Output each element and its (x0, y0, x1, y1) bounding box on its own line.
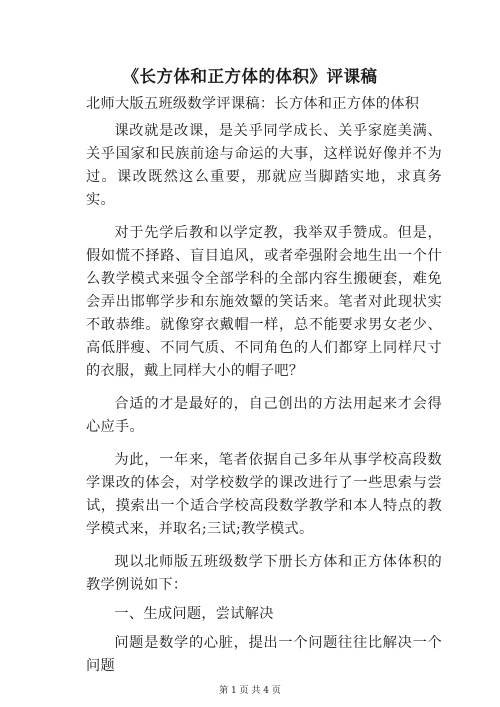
paragraph: 合适的才是最好的，自己创出的方法用起来才会得心应手。 (86, 396, 442, 435)
paragraph: 对于先学后教和以学定教，我举双手赞成。但是，假如慌不择路、盲目追风，或者牵强附会地生出一个什么教学模式来强令全部学科的全部内容生搬硬套，难免会弄出邯郸学步和东施效颦的笑话来。笔者对此现状实不敢恭维。就像穿衣戴帽一样，总不能要求男女老少、高低胖瘦、不同气质、不同角色的人们都穿上同样尺寸的衣服，戴上同样大小的帽子吧？ (86, 225, 442, 379)
document-body (86, 93, 442, 688)
page-footer: 第 1 页 共 4 页 (219, 686, 281, 696)
paragraph: 为此，一年来，笔者依据自己多年从事学校高段数学课改的体会，对学校数学的课改进行了一些思索与尝试，摸索出一个适合学校高段数学教学和本人特点的教学模式来，并取名;三试;教学模式。 (86, 452, 442, 537)
paragraph: 现以北师版五班级数学下册长方体和正方体体积的教学例说如下： (86, 554, 442, 593)
document-title: 《长方体和正方体的体积》评课稿 (122, 67, 378, 86)
document-subtitle: 北师大版五班级数学评课稿：长方体和正方体的体积 (86, 96, 420, 112)
paragraph: 问题是数学的心脏，提出一个问题往往比解决一个问题 (86, 635, 442, 674)
paragraph: 课改就是改课，是关乎同学成长、关乎家庭美满、关乎国家和民族前途与命运的大事，这样说好像并不为过。课改既然这么重要，那就应当脚踏实地，求真务实。 (86, 123, 442, 208)
section-heading: 一、生成问题，尝试解决 (114, 606, 274, 622)
